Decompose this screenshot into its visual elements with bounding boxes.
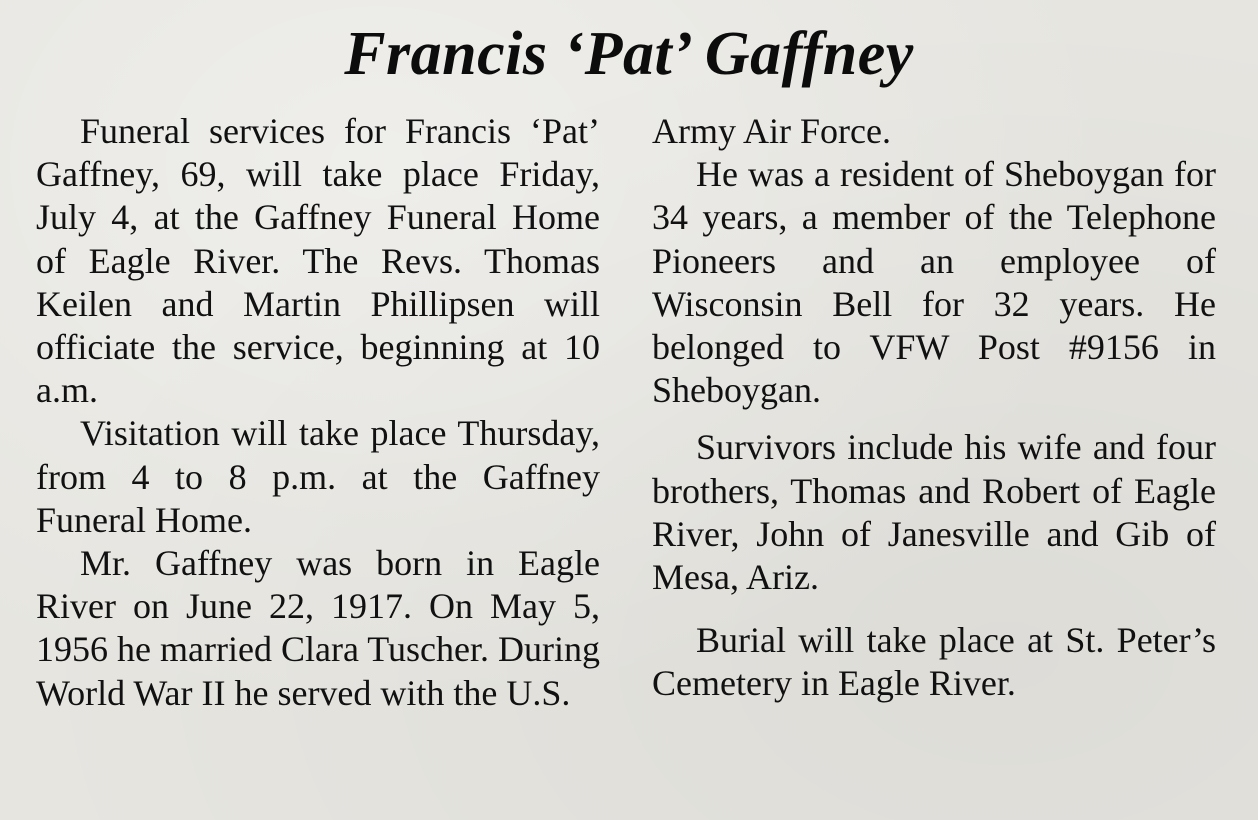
paragraph-visitation: Visitation will take place Thursday, from 4 to 8 p.m. at the Gaffney Funeral Home. [36, 413, 600, 540]
paragraph-funeral-services: Funeral services for Francis ‘Pat’ Gaffney, 69, will take place Friday, July 4, at the Gaffney Funeral Home of Eagle River. The Revs. Thomas Keilen and Martin Phillipsen will officiate the service, beginning at 10 a.m. [36, 111, 600, 411]
right-column [652, 110, 1216, 706]
paragraph-burial: Burial will take place at St. Peter’s Cemetery in Eagle River. [652, 620, 1216, 704]
paragraph-biography: Mr. Gaffney was born in Eagle River on June 22, 1917. On May 5, 1956 he married Clara Tuscher. During World War II he served with the U.S. [36, 543, 600, 713]
paragraph-survivors: Survivors include his wife and four brothers, Thomas and Robert of Eagle River, John of Janesville and Gib of Mesa, Ariz. [652, 427, 1216, 598]
paragraph-continuation: Army Air Force. [652, 111, 891, 151]
left-column [36, 110, 600, 715]
paragraph-residence: He was a resident of Sheboygan for 34 years, a member of the Telephone Pioneers and an employee of Wisconsin Bell for 32 years. He belonged to VFW Post #9156 in Sheboygan. [652, 154, 1216, 411]
obituary-headline: Francis ‘Pat’ Gaffney [344, 20, 914, 88]
